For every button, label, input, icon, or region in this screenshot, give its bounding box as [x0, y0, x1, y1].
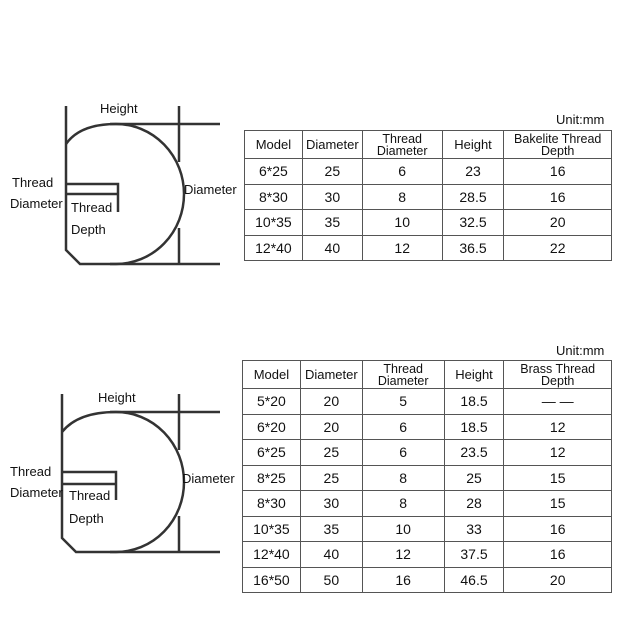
thread-depth-label-line2: Depth: [71, 222, 106, 237]
cell-thread-diameter: 6: [362, 440, 444, 466]
table-row: [243, 516, 612, 542]
cell-thread-diameter: 10: [362, 210, 442, 236]
cell-thread-diameter: 6: [362, 414, 444, 440]
cell-height: 32.5: [442, 210, 504, 236]
thread-depth-label-line2: Depth: [69, 511, 104, 526]
cell-diameter: 30: [302, 184, 362, 210]
cell-thread-depth: — —: [504, 389, 612, 415]
cell-diameter: 35: [300, 516, 362, 542]
header-thread-depth: Brass Thread Depth: [504, 361, 612, 389]
cell-thread-depth: 12: [504, 440, 612, 466]
knob-diagram-1: [0, 100, 250, 280]
cell-model: 8*30: [243, 491, 301, 517]
cell-thread-diameter: 8: [362, 491, 444, 517]
table-row: [245, 159, 612, 185]
cell-diameter: 25: [300, 440, 362, 466]
height-label: Height: [100, 101, 138, 116]
cell-diameter: 30: [300, 491, 362, 517]
cell-diameter: 20: [300, 414, 362, 440]
cell-thread-depth: 16: [504, 542, 612, 568]
cell-thread-depth: 20: [504, 567, 612, 593]
table-row: [245, 235, 612, 261]
unit-label-2: Unit:mm: [556, 343, 605, 358]
cell-model: 6*20: [243, 414, 301, 440]
cell-thread-diameter: 5: [362, 389, 444, 415]
cell-diameter: 25: [300, 465, 362, 491]
diameter-label: Diameter: [184, 182, 237, 197]
table-row: [243, 440, 612, 466]
table-row: [245, 210, 612, 236]
cell-thread-depth: 20: [504, 210, 612, 236]
cell-height: 18.5: [444, 414, 504, 440]
table-header-row: [243, 361, 612, 389]
cell-thread-diameter: 8: [362, 465, 444, 491]
cell-diameter: 25: [302, 159, 362, 185]
cell-diameter: 35: [302, 210, 362, 236]
table-row: [243, 389, 612, 415]
cell-thread-diameter: 10: [362, 516, 444, 542]
cell-height: 33: [444, 516, 504, 542]
cell-height: 36.5: [442, 235, 504, 261]
table-row: [243, 465, 612, 491]
table-header-row: [245, 131, 612, 159]
cell-thread-diameter: 12: [362, 235, 442, 261]
thread-depth-label-line1: Thread: [69, 488, 111, 503]
cell-model: 6*25: [245, 159, 303, 185]
thread-depth-label-line1: Thread: [71, 200, 113, 215]
cell-model: 5*20: [243, 389, 301, 415]
header-diameter: Diameter: [300, 361, 362, 389]
cell-model: 6*25: [243, 440, 301, 466]
header-thread-depth: Bakelite Thread Depth: [504, 131, 612, 159]
cell-height: 46.5: [444, 567, 504, 593]
table-row: [243, 414, 612, 440]
cell-height: 37.5: [444, 542, 504, 568]
cell-thread-diameter: 16: [362, 567, 444, 593]
header-model: Model: [243, 361, 301, 389]
cell-model: 12*40: [243, 542, 301, 568]
cell-diameter: 50: [300, 567, 362, 593]
cell-thread-depth: 16: [504, 516, 612, 542]
cell-diameter: 40: [300, 542, 362, 568]
table-row: [243, 491, 612, 517]
thread-diameter-label-line2: Diameter: [10, 485, 63, 500]
cell-diameter: 40: [302, 235, 362, 261]
cell-height: 28: [444, 491, 504, 517]
knob-diagram-2: [0, 388, 250, 568]
cell-model: 8*25: [243, 465, 301, 491]
table-row: [243, 567, 612, 593]
cell-diameter: 20: [300, 389, 362, 415]
cell-height: 23.5: [444, 440, 504, 466]
cell-model: 10*35: [243, 516, 301, 542]
cell-thread-diameter: 6: [362, 159, 442, 185]
cell-thread-depth: 15: [504, 465, 612, 491]
cell-model: 12*40: [245, 235, 303, 261]
header-height: Height: [444, 361, 504, 389]
height-label: Height: [98, 390, 136, 405]
cell-thread-depth: 15: [504, 491, 612, 517]
thread-diameter-label-line2: Diameter: [10, 196, 63, 211]
cell-model: 10*35: [245, 210, 303, 236]
header-diameter: Diameter: [302, 131, 362, 159]
unit-label-1: Unit:mm: [556, 112, 605, 127]
table-row: [243, 542, 612, 568]
header-thread-diameter: Thread Diameter: [362, 361, 444, 389]
bakelite-spec-table: [244, 130, 612, 261]
diameter-label: Diameter: [182, 471, 235, 486]
cell-thread-diameter: 12: [362, 542, 444, 568]
cell-height: 28.5: [442, 184, 504, 210]
cell-thread-depth: 22: [504, 235, 612, 261]
cell-thread-depth: 16: [504, 184, 612, 210]
cell-model: 16*50: [243, 567, 301, 593]
brass-spec-table: [242, 360, 612, 593]
cell-height: 18.5: [444, 389, 504, 415]
cell-thread-depth: 12: [504, 414, 612, 440]
cell-model: 8*30: [245, 184, 303, 210]
table-row: [245, 184, 612, 210]
header-height: Height: [442, 131, 504, 159]
cell-height: 25: [444, 465, 504, 491]
thread-diameter-label-line1: Thread: [10, 464, 52, 479]
cell-thread-diameter: 8: [362, 184, 442, 210]
header-thread-diameter: Thread Diameter: [362, 131, 442, 159]
cell-thread-depth: 16: [504, 159, 612, 185]
cell-height: 23: [442, 159, 504, 185]
thread-diameter-label-line1: Thread: [12, 175, 54, 190]
header-model: Model: [245, 131, 303, 159]
